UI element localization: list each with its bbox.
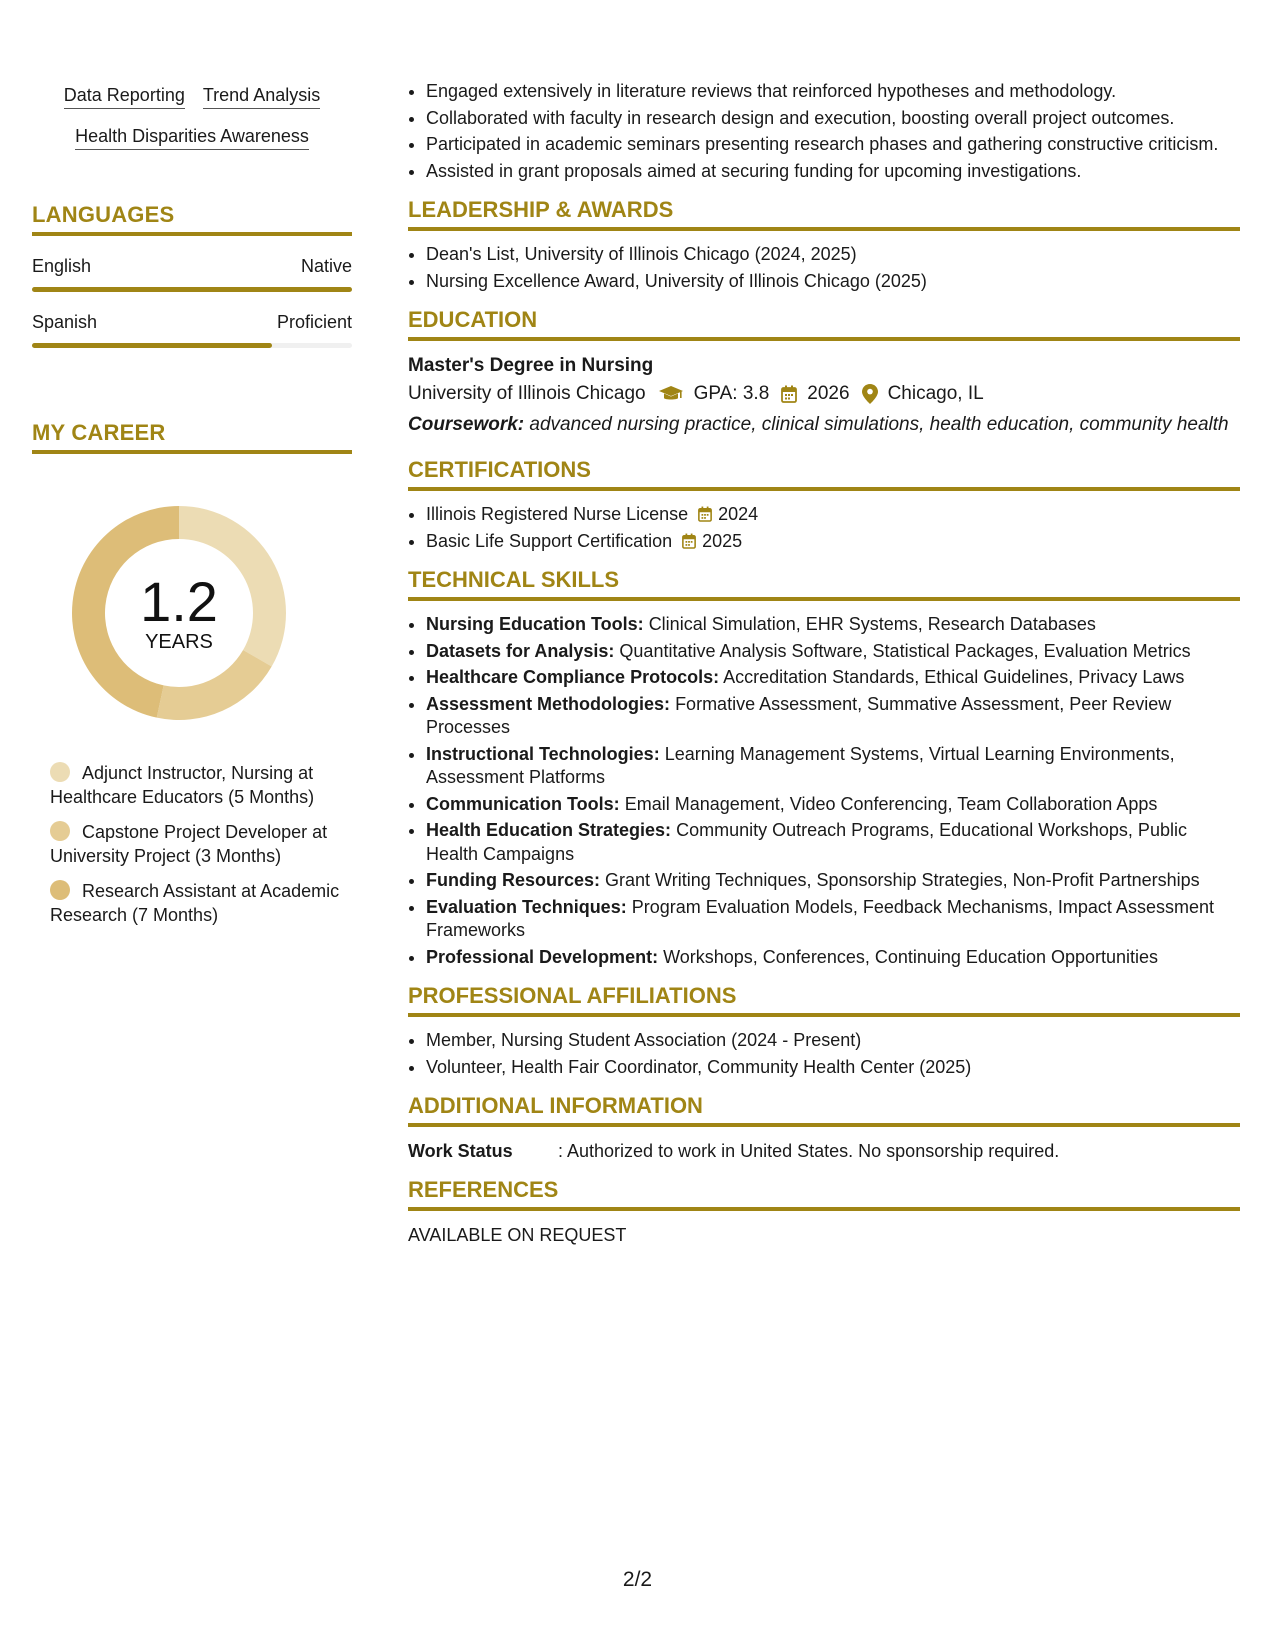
skill-value: Clinical Simulation, EHR Systems, Research Databases: [648, 614, 1096, 634]
calendar-icon: [698, 506, 712, 522]
coursework: [408, 413, 1240, 437]
certification-name: Illinois Registered Nurse License: [426, 504, 689, 524]
page-number: 2/2: [622, 1568, 653, 1591]
career-item: [50, 762, 340, 809]
skill-value: Community Outreach Programs, Educational Workshops, Public Health Campaigns: [426, 820, 1187, 864]
education-entry: [408, 353, 1240, 437]
career-item: [50, 880, 340, 927]
certification-name: Basic Life Support Certification: [426, 530, 673, 551]
leadership-list: [408, 243, 1240, 293]
skill-label: Health Education Strategies:: [426, 820, 672, 840]
list-item: • Nursing Excellence Award, University of Illinois Chicago (2025): [426, 270, 1240, 294]
list-item: • Dean's List, University of Illinois Chicago (2024, 2025): [426, 243, 1240, 267]
language-bar-fill: [32, 343, 272, 348]
list-item: [426, 666, 1240, 690]
list-item: • Member, Nursing Student Association (2024 - Present): [426, 1029, 1240, 1053]
career-item-text: Adjunct Instructor, Nursing at Healthcare Educators (5 Months): [50, 763, 315, 807]
languages-heading: LANGUAGES: [32, 202, 352, 236]
career-dot: [50, 821, 70, 841]
language-bar-fill: [32, 287, 352, 292]
career-total: 1.2: [140, 570, 218, 633]
career-item: [50, 821, 340, 868]
skill-tags: [32, 84, 352, 166]
list-item: • Collaborated with faculty in research design and execution, boosting overall project outcomes.: [426, 107, 1240, 131]
language-item: [32, 256, 352, 292]
language-bar: [32, 343, 352, 348]
skill-value: Workshops, Conferences, Continuing Education Opportunities: [663, 946, 1159, 967]
skill-tag: Trend Analysis: [203, 84, 320, 109]
work-status-label: Work Status: [408, 1141, 513, 1161]
skill-value: Formative Assessment, Summative Assessment, Peer Review Processes: [426, 693, 1172, 737]
language-name: Spanish: [32, 312, 98, 332]
list-item: [426, 946, 1240, 970]
degree-title: Master's Degree in Nursing: [408, 355, 654, 376]
language-name: English: [32, 256, 92, 276]
work-status-row: [408, 1139, 1240, 1163]
education-heading: EDUCATION: [408, 307, 1240, 341]
skill-label: Evaluation Techniques:: [426, 896, 627, 917]
skill-tag: Data Reporting: [64, 84, 185, 109]
list-item: [426, 793, 1240, 817]
list-item: • Participated in academic seminars presenting research phases and gathering constructive criticism.: [426, 133, 1240, 157]
list-item: [426, 613, 1240, 637]
list-item: [426, 503, 1240, 527]
calendar-icon: [781, 385, 797, 403]
skill-tag: Health Disparities Awareness: [75, 125, 309, 150]
list-item: [426, 743, 1240, 790]
career-dot: [50, 880, 70, 900]
list-item: • Volunteer, Health Fair Coordinator, Community Health Center (2025): [426, 1056, 1240, 1080]
school-name: University of Illinois Chicago: [408, 383, 646, 404]
skill-label: Professional Development:: [426, 946, 659, 967]
career-item-text: Capstone Project Developer at University Project (3 Months): [50, 822, 328, 866]
language-bar: [32, 287, 352, 292]
certifications-list: [408, 503, 1240, 553]
career-donut: [64, 498, 294, 728]
skill-value: Quantitative Analysis Software, Statistical Packages, Evaluation Metrics: [619, 640, 1191, 661]
skill-label: Instructional Technologies:: [426, 743, 660, 764]
list-item: [426, 896, 1240, 943]
additional-info-heading: ADDITIONAL INFORMATION: [408, 1093, 1240, 1127]
career-unit: YEARS: [145, 631, 213, 653]
affiliations-list: [408, 1029, 1240, 1079]
certification-year: 2025: [702, 530, 743, 551]
right-column: [408, 80, 1240, 1247]
graduation-year: 2026: [807, 383, 850, 404]
list-item: • Assisted in grant proposals aimed at securing funding for upcoming investigations.: [426, 160, 1240, 184]
work-status-value: : Authorized to work in United States. No sponsorship required.: [558, 1141, 1060, 1161]
career-heading: MY CAREER: [32, 420, 352, 454]
skill-label: Datasets for Analysis:: [426, 640, 615, 661]
career-list: [32, 762, 340, 927]
certification-year: 2024: [718, 504, 759, 524]
skill-label: Healthcare Compliance Protocols:: [426, 667, 720, 687]
list-item: [426, 819, 1240, 866]
references-text: AVAILABLE ON REQUEST: [408, 1225, 627, 1245]
skill-label: Communication Tools:: [426, 793, 620, 814]
skill-value: Accreditation Standards, Ethical Guidelines, Privacy Laws: [723, 667, 1185, 687]
research-bullets: [408, 80, 1240, 183]
gpa: GPA: 3.8: [693, 383, 770, 404]
list-item: • Engaged extensively in literature reviews that reinforced hypotheses and methodology.: [426, 80, 1240, 104]
skill-value: Learning Management Systems, Virtual Learning Environments, Assessment Platforms: [426, 743, 1175, 787]
leadership-heading: LEADERSHIP & AWARDS: [408, 197, 1240, 231]
skill-value: Program Evaluation Models, Feedback Mechanisms, Impact Assessment Frameworks: [426, 896, 1214, 940]
technical-skills-heading: TECHNICAL SKILLS: [408, 567, 1240, 601]
location: Chicago, IL: [887, 383, 984, 404]
list-item: [426, 640, 1240, 664]
graduation-cap-icon: [658, 384, 684, 404]
list-item: [426, 869, 1240, 893]
skill-label: Funding Resources:: [426, 870, 601, 890]
skill-value: Email Management, Video Conferencing, Team Collaboration Apps: [624, 793, 1158, 814]
location-pin-icon: [862, 384, 878, 404]
career-item-text: Research Assistant at Academic Research (7 Months): [50, 881, 340, 925]
language-level: Native: [300, 256, 352, 276]
certifications-heading: CERTIFICATIONS: [408, 457, 1240, 491]
coursework-text: advanced nursing practice, clinical simulations, health education, community health: [529, 414, 1229, 435]
list-item: [426, 530, 1240, 554]
language-item: [32, 312, 352, 348]
skill-value: Grant Writing Techniques, Sponsorship Strategies, Non-Profit Partnerships: [605, 870, 1200, 890]
references-heading: REFERENCES: [408, 1177, 1240, 1211]
skill-label: Nursing Education Tools:: [426, 614, 644, 634]
left-column: [32, 84, 352, 939]
calendar-icon: [682, 533, 696, 549]
technical-skills-list: [408, 613, 1240, 969]
coursework-label: Coursework:: [408, 414, 525, 435]
affiliations-heading: PROFESSIONAL AFFILIATIONS: [408, 983, 1240, 1017]
career-dot: [50, 762, 70, 782]
list-item: [426, 693, 1240, 740]
language-level: Proficient: [276, 312, 352, 332]
skill-label: Assessment Methodologies:: [426, 693, 671, 714]
